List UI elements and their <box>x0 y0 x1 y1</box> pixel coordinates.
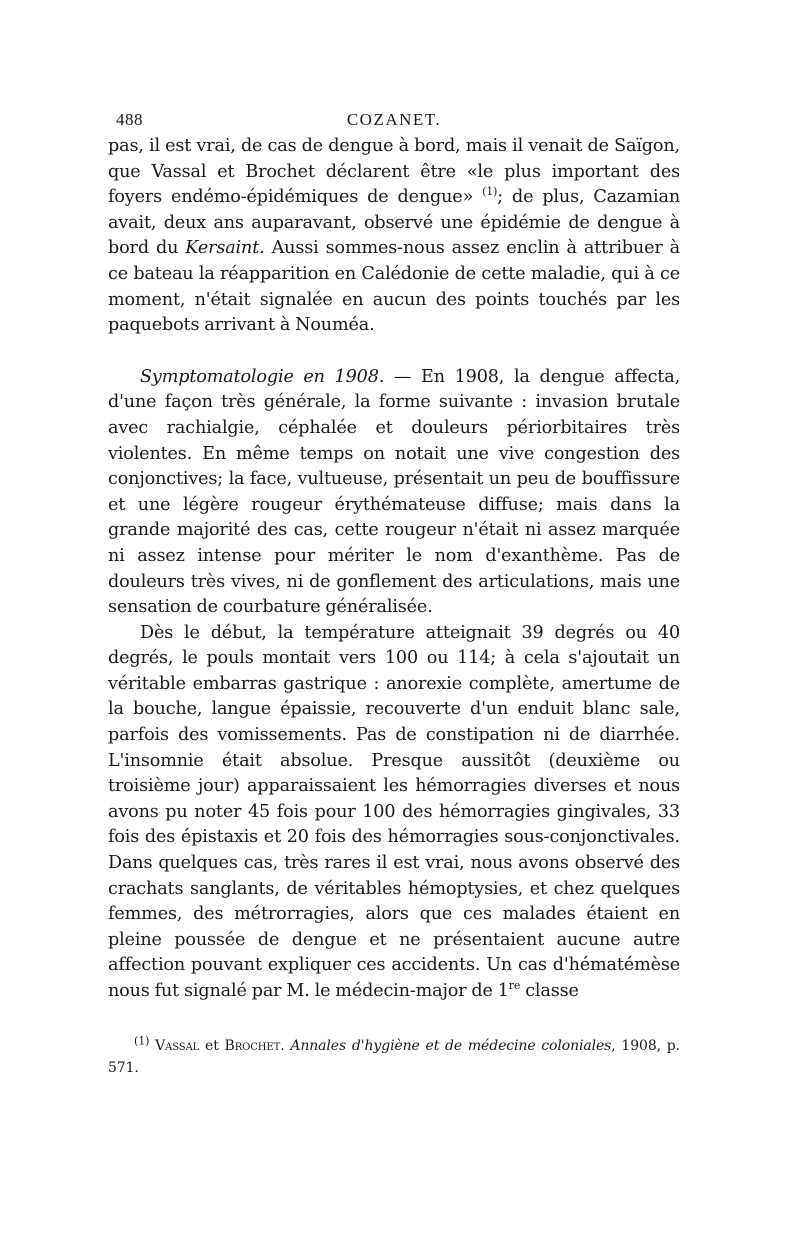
paragraph-3-part-1: Dès le début, la température atteignait 39 degrés ou 40 degrés, le pouls montait vers 100 ou 114; à cela s'ajoutait un véritable embarras gastrique : anorexie complète, amertume de la bouche, langue épaissie, recouverte d'un enduit blanc sale, parfois des vomissements. Pas de constipation ni de diarrhée. L'insomnie était absolue. Presque aussitôt (deuxième ou troisième jour) apparaissaient les hémorragies diverses et nous avons pu noter 45 fois pour 100 des hémorragies gingivales, 33 fois des épistaxis et 20 fois des hémorragies sous-conjonctivales. Dans quelques cas, très rares il est vrai, nous avons observé des crachats sanglants, de véritables hémoptysies, et chez quelques femmes, des métrorragies, alors que ces malades étaient en pleine poussée de dengue et ne présentaient aucune autre affection pouvant expliquer ces accidents. Un cas d'hématémèse nous fut signalé par M. le médecin-major de 1 <box>108 622 680 1001</box>
page-header <box>108 104 680 134</box>
footnote-rest: , 1908, p. 571. <box>108 1037 680 1076</box>
footnote-connector: et <box>199 1037 225 1054</box>
ordinal-superscript: re <box>508 979 521 993</box>
footnote-marker: (1) <box>134 1033 150 1047</box>
footnote-author-2: Brochet. <box>224 1037 285 1054</box>
paragraph-3-part-2: classe <box>520 981 579 1001</box>
running-head: COZANET. <box>346 110 442 129</box>
body-text <box>108 134 680 1005</box>
paragraph-1 <box>108 134 680 339</box>
footnote-reference: (1) <box>482 185 498 199</box>
paragraph-3 <box>108 621 680 1005</box>
section-heading: Symptomatologie en 1908. <box>140 366 385 387</box>
paragraph-1-part-3: Aussi sommes-nous assez enclin à attribuer à ce bateau la réapparition en Calédonie de cette maladie, qui à ce moment, n'était signalée en aucun des points touchés par les paquebots arrivant à Nouméa. <box>108 238 680 336</box>
ship-name: Kersaint. <box>185 238 265 259</box>
paragraph-2 <box>108 365 680 621</box>
footnote <box>108 1035 680 1079</box>
footnote-journal: Annales d'hygiène et de médecine coloniales <box>290 1037 612 1054</box>
paragraph-2-text: — En 1908, la dengue affecta, d'une façon très générale, la forme suivante : invasion brutale avec rachialgie, céphalée et douleurs périorbitaires très violentes. En même temps on notait une vive congestion des conjonctives; la face, vultueuse, présentait un peu de bouffissure et une légère rougeur érythémateuse diffuse; mais dans la grande majorité des cas, cette rougeur n'était ni assez marquée ni assez intense pour mériter le nom d'exanthème. Pas de douleurs très vives, ni de gonflement des articulations, mais une sensation de courbature généralisée. <box>108 366 681 618</box>
footnote-author-1: Vassal <box>155 1037 200 1054</box>
paragraph-1-part-1: pas, il est vrai, de cas de dengue à bord, mais il venait de Saïgon, que Vassal et Brochet déclarent être «le plus important des foyers endémo-épidémiques de dengue» <box>108 136 680 208</box>
paragraph-1-part-2: ; de plus, Cazamian avait, deux ans auparavant, observé une épidémie de dengue à bord du <box>108 187 680 259</box>
book-page <box>108 104 680 1079</box>
page-number: 488 <box>116 110 143 129</box>
